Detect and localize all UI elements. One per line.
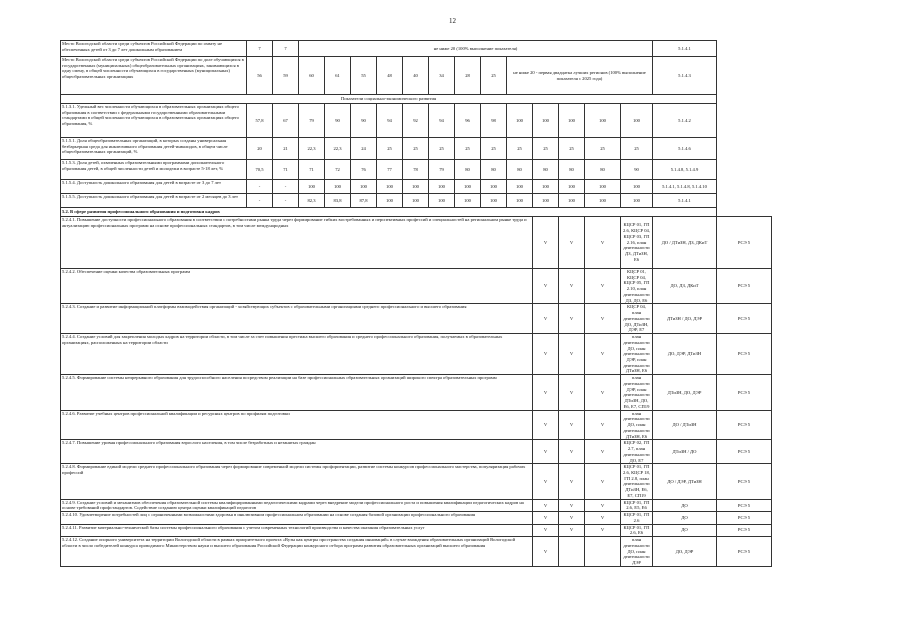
mark-cell: V: [533, 524, 559, 536]
value-cell: 100: [455, 194, 481, 208]
mark-cell: V: [559, 269, 585, 304]
document-cell: РСЭ 5: [717, 512, 772, 524]
value-cell: 80: [585, 160, 621, 180]
table-row: [61, 180, 772, 194]
reference-cell: КЦСР 02, ГП 2.7, план деятельности ДО, Е7: [621, 440, 653, 464]
value-cell: 48: [377, 57, 403, 95]
mark-cell: [585, 537, 621, 567]
mark-cell: V: [559, 375, 585, 410]
mark-cell: V: [559, 440, 585, 464]
document-cell: РСЭ 5: [717, 334, 772, 375]
row-description: 5.1.5.1. Доля общеобразовательных организаций, в которых созданы универсальная безбарьерная среда для инклюзивного образования детей-инвалидов, в общем числе общеобразовательных организаций, %: [61, 138, 247, 160]
row-description: 5.2.4.7. Повышение уровня профессионального образования взрослого населения, в том числе безработных и незанятых граждан: [61, 440, 533, 464]
responsible-cell: ДТиЗН, ДО, ДЭР: [653, 375, 717, 410]
value-cell: 92: [403, 104, 429, 138]
value-cell: 87,8: [351, 194, 377, 208]
value-cell: 100: [429, 194, 455, 208]
mark-cell: V: [585, 464, 621, 499]
mark-cell: V: [559, 464, 585, 499]
document-cell: РСЭ 5: [717, 217, 772, 269]
value-cell: 100: [585, 194, 621, 208]
reference-cell: КЦСР 01, КЦСР 04, КЦСР 05, ГП 2.10, план деятельности ДЗ, ДО, Е6: [621, 269, 653, 304]
value-cell: -: [273, 180, 299, 194]
value-cell: 77: [377, 160, 403, 180]
row-description: 5.2.4.10. Удовлетворение потребностей лиц с ограниченными возможностями здоровья в инклюзивном профессиональном образовании на основе создания базовой организации профессионального образования: [61, 512, 533, 524]
table-row: [61, 138, 772, 160]
document-cell: РСЭ 5: [717, 269, 772, 304]
row-description: 5.2.4.8. Формирование единой модели среднего профессионального образования через формирование современной модели системы профориентации, развитие системы конкурсов профессионального мастерства, популяризация рабочих профессий: [61, 464, 533, 499]
value-cell: 57,8: [247, 104, 273, 138]
mark-cell: V: [533, 537, 559, 567]
value-cell: 20: [247, 138, 273, 160]
value-cell: 70,5: [247, 160, 273, 180]
row-description: 5.2.4.1. Повышение доступности профессионального образования в соответствии с потребностями рынка труда через формирование гибких востребованных и перспективных профессий и специальностей на региональном рынке труда и актуализацию профессиональных программ на основе профессиональных стандартов, в том числе международных: [61, 217, 533, 269]
section-title: 5.2. В сфере развития профессионального образования и подготовки кадров: [61, 208, 717, 217]
value-cell: 25: [481, 57, 507, 95]
mark-cell: V: [559, 217, 585, 269]
code-cell: 5.1.4.1: [653, 41, 717, 57]
reference-cell: КЦСР 01, ГП 2.6, КЦСР 04, КЦСР 03, ГП 2.16, план деятельности ДЗ, ДТиЗН, Е6: [621, 217, 653, 269]
code-cell: 5.1.4.1, 5.1.4.8, 5.1.4.10: [653, 180, 717, 194]
responsible-cell: ДО: [653, 499, 717, 511]
row-description: 5.2.4.12. Создание опорного университета на территории Вологодской области в рамках приоритетного проекта «Вузы как центры пространства создания инноваций» в случае вхождения образовательных организаций Вологодской области в число победителей конкурса проводимого Министерством науки и высшего образования Российской Федерации конкурсного отбора программ развития образовательных организаций высшего образования: [61, 537, 533, 567]
row-description: Место Вологодской области среди субъектов Российской Федерации по охвату не обеспеченных детей от 3 до 7 лет дошкольным образованием: [61, 41, 247, 57]
table-row: [61, 499, 772, 511]
table-row: [61, 194, 772, 208]
mark-cell: V: [559, 512, 585, 524]
value-cell: 100: [621, 180, 653, 194]
value-cell: 71: [273, 160, 299, 180]
value-cell: 80: [533, 160, 559, 180]
value-cell: 82,3: [299, 194, 325, 208]
value-cell: 21: [273, 138, 299, 160]
mark-cell: V: [585, 499, 621, 511]
mark-cell: V: [585, 512, 621, 524]
value-cell: 7: [247, 41, 273, 57]
mark-cell: V: [533, 499, 559, 511]
merged-target-cell: не ниже 20 (100% выполнение показателя): [299, 41, 653, 57]
code-cell: 5.1.4.2: [653, 104, 717, 138]
value-cell: 100: [585, 104, 621, 138]
reference-cell: КЦСР 04, план деятельности ДО, ДТиЗН, ДЭР, Е7: [621, 304, 653, 334]
value-cell: 56: [247, 57, 273, 95]
value-cell: 100: [403, 194, 429, 208]
code-cell: 5.1.4.6: [653, 138, 717, 160]
table-row: [61, 269, 772, 304]
value-cell: 25: [377, 138, 403, 160]
value-cell: 22,3: [299, 138, 325, 160]
mark-cell: V: [533, 512, 559, 524]
responsible-cell: ДТиЗН / ДО: [653, 440, 717, 464]
value-cell: 22,3: [325, 138, 351, 160]
mark-cell: V: [533, 464, 559, 499]
value-cell: 90: [325, 104, 351, 138]
table-row: [61, 160, 772, 180]
mark-cell: V: [533, 269, 559, 304]
value-cell: 67: [273, 104, 299, 138]
value-cell: 7: [273, 41, 299, 57]
mark-cell: V: [585, 375, 621, 410]
reference-cell: план деятельности ДЭР, план деятельности ДТиЗН, ДО, Е6, Е7, СП19: [621, 375, 653, 410]
mark-cell: V: [533, 440, 559, 464]
mark-cell: V: [533, 334, 559, 375]
code-cell: 5.1.4.3: [653, 57, 717, 95]
table-row: [61, 217, 772, 269]
reference-cell: план деятельности ДО, план деятельности ДЭР: [621, 537, 653, 567]
value-cell: 25: [585, 138, 621, 160]
responsible-cell: ДО / ДТиЗН: [653, 410, 717, 440]
mark-cell: V: [585, 304, 621, 334]
value-cell: 100: [403, 180, 429, 194]
value-cell: 60: [299, 57, 325, 95]
table-row: [61, 41, 772, 57]
value-cell: 55: [351, 57, 377, 95]
reference-cell: план деятельности ДО, план деятельности ДЭР, план деятельности ДТиЗН, Е6: [621, 334, 653, 375]
mark-cell: V: [585, 440, 621, 464]
section-title: Показатели социально-экономического развития: [61, 95, 717, 104]
responsible-cell: ДО, ДЭР, ДТиЗН: [653, 334, 717, 375]
value-cell: 100: [377, 194, 403, 208]
mark-cell: V: [559, 524, 585, 536]
mark-cell: V: [585, 269, 621, 304]
table-row: [61, 537, 772, 567]
value-cell: 25: [429, 138, 455, 160]
value-cell: 100: [585, 180, 621, 194]
value-cell: 100: [559, 104, 585, 138]
table-row: [61, 375, 772, 410]
value-cell: 25: [507, 138, 533, 160]
value-cell: 94: [429, 104, 455, 138]
mark-cell: V: [559, 334, 585, 375]
table-row: [61, 410, 772, 440]
value-cell: 100: [481, 194, 507, 208]
value-cell: 100: [559, 180, 585, 194]
value-cell: 98: [481, 104, 507, 138]
value-cell: 100: [429, 180, 455, 194]
value-cell: 80: [559, 160, 585, 180]
reference-cell: КЦСР 01, ГП 2.6: [621, 512, 653, 524]
code-cell: 5.1.4.8, 5.1.4.9: [653, 160, 717, 180]
document-cell: РСЭ 5: [717, 524, 772, 536]
value-cell: 94: [377, 104, 403, 138]
value-cell: -: [273, 194, 299, 208]
row-description: 5.2.4.9. Создание условий и механизмов обеспечения образовательной системы квалифицированными педагогическими кадрами через внедрение модели профессионального роста и повышения квалификации педагогических кадров на основе требований профстандартов. Содействие созданию центра оценки квалификаций педагогов: [61, 499, 533, 511]
row-description: 5.2.4.5. Формирование системы непрерывного образования для трудоспособного населения посредством реализации на базе профессиональных образовательных организаций широкого спектра образовательных программ: [61, 375, 533, 410]
mark-cell: V: [533, 304, 559, 334]
table-row: [61, 440, 772, 464]
value-cell: 100: [533, 104, 559, 138]
mark-cell: V: [559, 304, 585, 334]
mark-cell: V: [559, 499, 585, 511]
row-description: 5.1.5.4. Доступность дошкольного образования для детей в возрасте от 3 до 7 лет: [61, 180, 247, 194]
value-cell: 25: [621, 138, 653, 160]
row-description: 5.2.4.11. Развитие материально-технической базы системы профессионального образования с учетом современных технологий производства и качества оказания образовательных услуг: [61, 524, 533, 536]
merged-target-cell: не ниже 20 - первая двадцатка лучших регионов (100% выполнение показателя с 2025 года): [507, 57, 653, 95]
value-cell: 100: [481, 180, 507, 194]
value-cell: 80: [455, 160, 481, 180]
section-header: [61, 208, 772, 217]
value-cell: 100: [377, 180, 403, 194]
reference-cell: план деятельности ДО, план деятельности ДТиЗН, Е6: [621, 410, 653, 440]
value-cell: 34: [429, 57, 455, 95]
value-cell: 61: [325, 57, 351, 95]
row-description: 5.1.3.1. Удельный вес численности обучающихся в образовательных организациях общего образования в соответствии с федеральными государственными образовательными стандартами в общей численности обучающихся в образовательных организациях общего образования, %: [61, 104, 247, 138]
value-cell: 100: [533, 180, 559, 194]
table-row: [61, 104, 772, 138]
mark-cell: V: [533, 410, 559, 440]
value-cell: 100: [507, 180, 533, 194]
value-cell: 83,8: [325, 194, 351, 208]
table-row: [61, 304, 772, 334]
row-description: Место Вологодской области среди субъектов Российской Федерации по доле обучающихся в государственных (муниципальных) общеобразовательных организациях, занимающихся в одну смену, в общей численности обучающихся в государственных (муниципальных) общеобразовательных организациях: [61, 57, 247, 95]
mark-cell: V: [585, 334, 621, 375]
value-cell: 59: [273, 57, 299, 95]
value-cell: 96: [455, 104, 481, 138]
table-row: [61, 57, 772, 95]
value-cell: 76: [351, 160, 377, 180]
responsible-cell: ДО / ДЭР, ДТиЗН: [653, 464, 717, 499]
value-cell: 72: [325, 160, 351, 180]
value-cell: 90: [351, 104, 377, 138]
value-cell: -: [247, 180, 273, 194]
responsible-cell: ДО, ДЗ, ДКиТ: [653, 269, 717, 304]
mark-cell: V: [559, 410, 585, 440]
value-cell: 100: [621, 104, 653, 138]
document-cell: РСЭ 5: [717, 537, 772, 567]
value-cell: 80: [507, 160, 533, 180]
value-cell: 28: [455, 57, 481, 95]
table-row: [61, 464, 772, 499]
responsible-cell: ДО, ДЭР: [653, 537, 717, 567]
value-cell: 40: [403, 57, 429, 95]
row-description: 5.2.4.3. Создание и развитие информационной платформы взаимодействия организаций - хозяйствующих субъектов с образовательными организациями среднего профессионального и высшего образования: [61, 304, 533, 334]
value-cell: 100: [299, 180, 325, 194]
responsible-cell: ДТиЗН / ДО, ДЭР: [653, 304, 717, 334]
document-cell: РСЭ 5: [717, 410, 772, 440]
value-cell: 25: [533, 138, 559, 160]
document-cell: РСЭ 5: [717, 304, 772, 334]
value-cell: 100: [533, 194, 559, 208]
value-cell: 79: [429, 160, 455, 180]
indicators-table: [60, 40, 772, 567]
value-cell: 25: [481, 138, 507, 160]
responsible-cell: ДО / ДТиЗН, ДЗ, ДКиТ: [653, 217, 717, 269]
mark-cell: [559, 537, 585, 567]
reference-cell: КЦСР 01, ГП 2.6, Е5, Е6: [621, 499, 653, 511]
row-description: 5.2.4.2. Обеспечение оценки качества образовательных программ: [61, 269, 533, 304]
value-cell: 100: [455, 180, 481, 194]
code-cell: 5.1.4.1: [653, 194, 717, 208]
value-cell: -: [247, 194, 273, 208]
document-cell: РСЭ 5: [717, 375, 772, 410]
value-cell: 100: [325, 180, 351, 194]
mark-cell: V: [585, 217, 621, 269]
row-description: 5.1.5.5. Доступность дошкольного образования для детей в возрасте от 2 месяцев до 3 лет: [61, 194, 247, 208]
responsible-cell: ДО: [653, 512, 717, 524]
value-cell: 25: [403, 138, 429, 160]
document-cell: РСЭ 5: [717, 440, 772, 464]
reference-cell: КЦСР 01, ГП 2.6, Е6: [621, 524, 653, 536]
value-cell: 25: [455, 138, 481, 160]
value-cell: 90: [621, 160, 653, 180]
value-cell: 100: [507, 104, 533, 138]
section-header: [61, 95, 772, 104]
row-description: 5.2.4.6. Развитие учебных центров профессиональной квалификации и ресурсных центров по профилям подготовки: [61, 410, 533, 440]
document-cell: РСЭ 5: [717, 464, 772, 499]
mark-cell: V: [585, 524, 621, 536]
value-cell: 100: [351, 180, 377, 194]
value-cell: 24: [351, 138, 377, 160]
value-cell: 80: [481, 160, 507, 180]
mark-cell: V: [533, 217, 559, 269]
table-row: [61, 524, 772, 536]
table-row: [61, 512, 772, 524]
document-cell: РСЭ 5: [717, 499, 772, 511]
mark-cell: V: [585, 410, 621, 440]
value-cell: 25: [559, 138, 585, 160]
value-cell: 78: [403, 160, 429, 180]
value-cell: 100: [621, 194, 653, 208]
value-cell: 71: [299, 160, 325, 180]
reference-cell: КЦСР 01, ГП 2.6, КЦСР 18, ГП 2.8, план деятельности ДТиЗН, Е6, Е7, СП19: [621, 464, 653, 499]
responsible-cell: ДО: [653, 524, 717, 536]
row-description: 5.1.5.3. Доля детей, охваченных образовательными программами дополнительного образования детей, в общей численности детей и молодежи в возрасте 5-18 лет, %: [61, 160, 247, 180]
value-cell: 100: [507, 194, 533, 208]
row-description: 5.2.4.4. Создание условий для закрепления молодых кадров на территории области, в том числе за счет повышения престижа высшего образования и среднего профессионального образования, получаемых в образовательных организациях, расположенных на территории области: [61, 334, 533, 375]
table-row: [61, 334, 772, 375]
value-cell: 100: [559, 194, 585, 208]
value-cell: 79: [299, 104, 325, 138]
page-number: 12: [449, 17, 456, 25]
mark-cell: V: [533, 375, 559, 410]
